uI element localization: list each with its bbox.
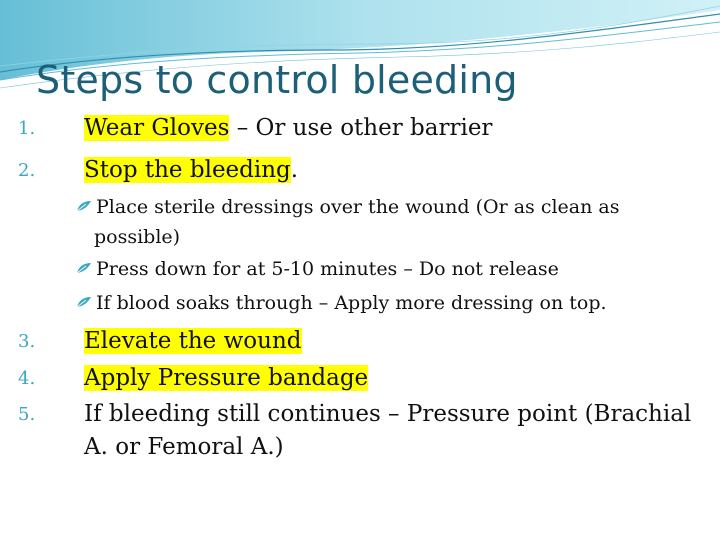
- step-5-continuation: A. or Femoral A.): [84, 434, 284, 460]
- sub-bullet-text: Place sterile dressings over the wound (Or as clean as: [96, 196, 620, 218]
- sub-bullet-continuation: possible): [94, 226, 181, 248]
- step-4-text: [84, 361, 368, 395]
- sub-bullet: [76, 256, 559, 282]
- step-1-text: [84, 111, 492, 145]
- sub-bullet-text: Press down for at 5-10 minutes – Do not release: [96, 258, 559, 280]
- step-highlight: Elevate the wound: [84, 328, 302, 354]
- step-number: 4.: [18, 368, 36, 389]
- leaf-bullet-icon: [76, 193, 96, 219]
- step-highlight: Stop the bleeding: [84, 157, 291, 183]
- sub-bullet: [76, 194, 619, 220]
- step-2-text: [84, 153, 298, 187]
- leaf-bullet-icon: [76, 289, 96, 315]
- leaf-bullet-icon: [76, 255, 96, 281]
- sub-bullet: [76, 290, 607, 316]
- step-number: 3.: [18, 331, 36, 352]
- step-number: 1.: [18, 118, 36, 139]
- sub-bullet-text: If blood soaks through – Apply more dressing on top.: [96, 292, 607, 314]
- step-3-text: [84, 324, 302, 358]
- step-number: 5.: [18, 404, 36, 425]
- page-title: Steps to control bleeding: [36, 58, 518, 102]
- step-5-text: If bleeding still continues – Pressure point (Brachial: [84, 401, 692, 427]
- step-rest: – Or use other barrier: [229, 115, 493, 141]
- step-rest: .: [290, 157, 299, 183]
- step-number: 2.: [18, 160, 36, 181]
- step-highlight: Apply Pressure bandage: [84, 365, 369, 391]
- step-highlight: Wear Gloves: [84, 115, 230, 141]
